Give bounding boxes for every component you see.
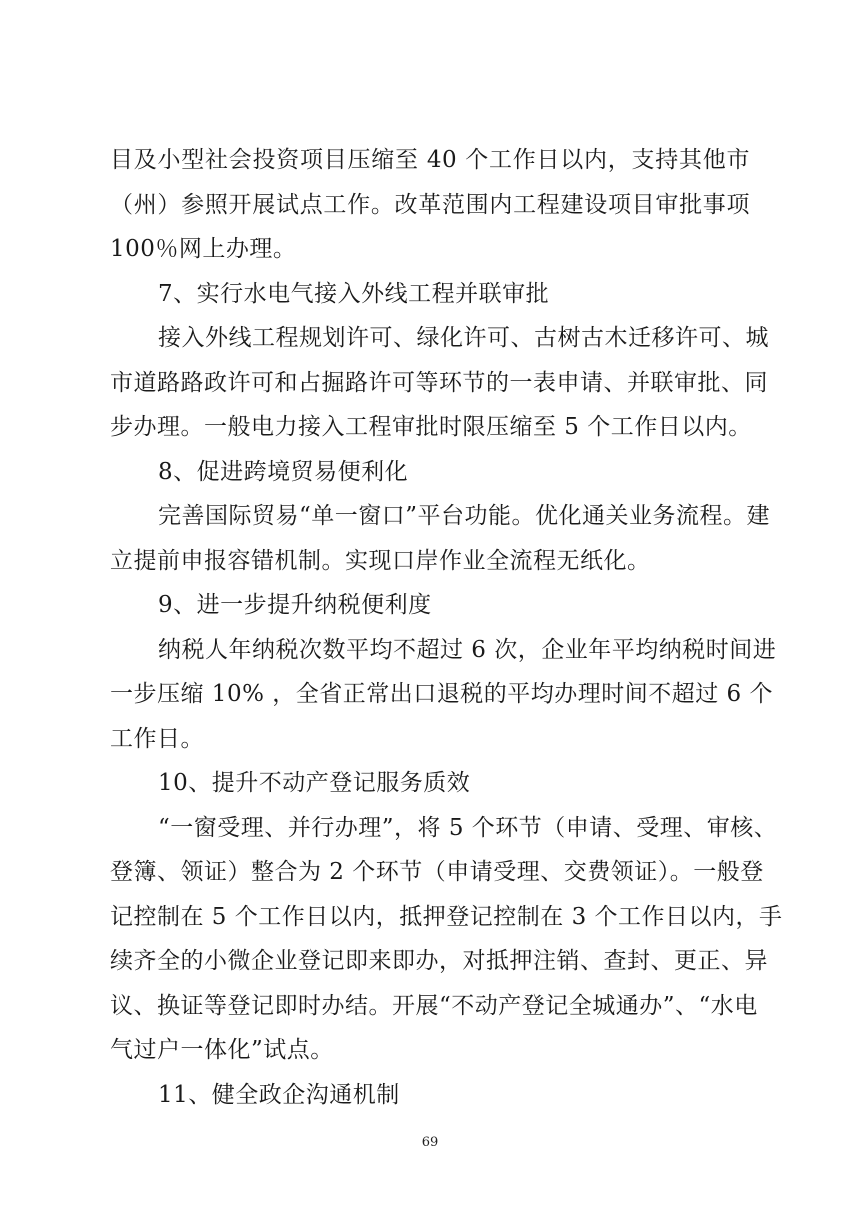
section-heading-11: 11、健全政企沟通机制 [158, 1081, 400, 1108]
paragraph-line: 纳税人年纳税次数平均不超过 6 次，企业年平均纳税时间进 [158, 636, 777, 663]
section-heading-10: 10、提升不动产登记服务质效 [158, 770, 471, 796]
paragraph-line: 接入外线工程规划许可、绿化许可、古树古木迁移许可、城 [158, 325, 769, 351]
paragraph-line: “一窗受理、并行办理”，将 5 个环节（申请、受理、审核、 [158, 814, 778, 841]
paragraph-line: 目及小型社会投资项目压缩至 40 个工作日以内，支持其他市 [110, 147, 750, 173]
page-number: 69 [421, 1135, 439, 1150]
section-heading-7: 7、实行水电气接入外线工程并联审批 [158, 280, 550, 307]
paragraph-line: 工作日。 [110, 725, 204, 752]
paragraph-line: 记控制在 5 个工作日以内，抵押登记控制在 3 个工作日以内，手 [110, 903, 783, 930]
section-heading-9: 9、进一步提升纳税便利度 [158, 592, 432, 618]
paragraph-line: 市道路路政许可和占掘路许可等环节的一表申请、并联审批、同 [110, 369, 768, 396]
paragraph-line: 立提前申报容错机制。实现口岸作业全流程无纸化。 [110, 547, 651, 574]
paragraph-line: 100％网上办理。 [110, 236, 297, 262]
paragraph-line: 一步压缩 10% ，全省正常出口退税的平均办理时间不超过 6 个 [110, 681, 773, 707]
paragraph-line: 步办理。一般电力接入工程审批时限压缩至 5 个工作日以内。 [110, 414, 752, 440]
paragraph-line: 议、换证等登记即时办结。开展“不动产登记全城通办”、“水电 [110, 992, 758, 1019]
paragraph-line: 登簿、领证）整合为 2 个环节（申请受理、交费领证）。一般登 [110, 859, 764, 885]
paragraph-line: 气过户一体化”试点。 [110, 1037, 334, 1063]
document-body [110, 138, 783, 1117]
section-heading-8: 8、促进跨境贸易便利化 [158, 458, 409, 485]
paragraph-line: 续齐全的小微企业登记即来即办，对抵押注销、查封、更正、异 [110, 948, 768, 974]
paragraph-line: （州）参照开展试点工作。改革范围内工程建设项目审批事项 [110, 191, 750, 218]
paragraph-line: 完善国际贸易“单一窗口”平台功能。优化通关业务流程。建 [158, 503, 771, 529]
